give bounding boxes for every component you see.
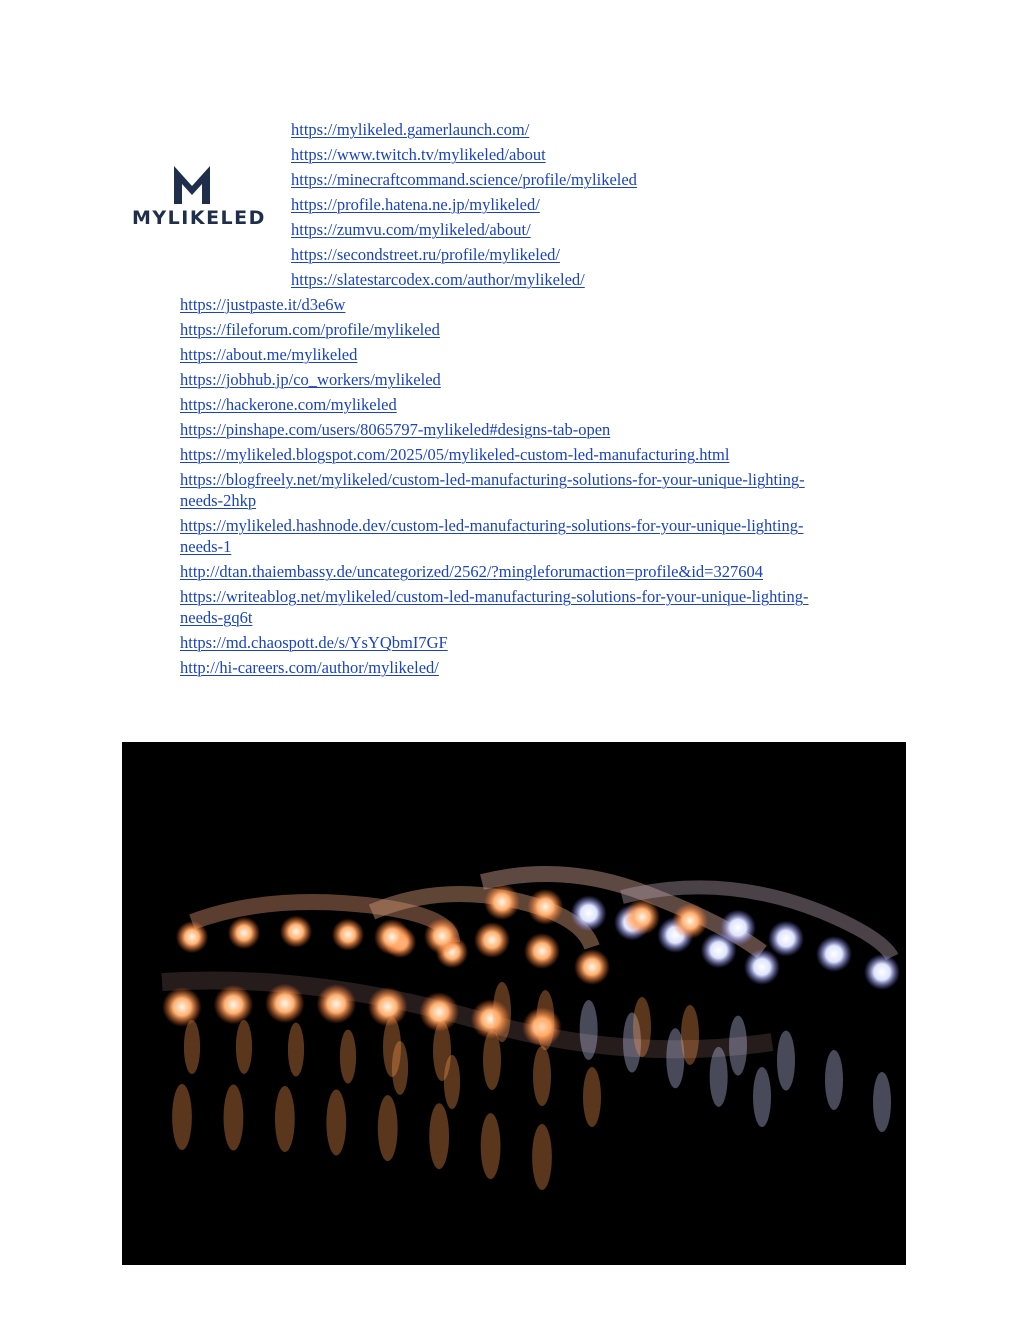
led-dot: [624, 899, 660, 935]
led-dot: [816, 936, 852, 972]
link-text: http://hi-careers.com/author/mylikeled/: [180, 658, 439, 677]
link-item[interactable]: [291, 269, 931, 290]
link-item[interactable]: [180, 369, 900, 390]
link-item[interactable]: [291, 194, 931, 215]
led-reflection: [383, 1017, 401, 1077]
led-reflection: [481, 1113, 501, 1179]
led-reflection: [433, 1021, 451, 1081]
link-item[interactable]: [291, 144, 931, 165]
led-reflection: [288, 1023, 304, 1077]
led-reflection: [873, 1072, 891, 1132]
link-item[interactable]: [180, 294, 900, 315]
led-dot: [280, 915, 312, 947]
link-item[interactable]: [291, 169, 931, 190]
link-item[interactable]: [180, 632, 900, 653]
link-text: https://mylikeled.gamerlaunch.com/: [291, 120, 530, 139]
link-text-continued: needs-2hkp: [180, 491, 257, 510]
led-reflection: [378, 1095, 398, 1161]
led-reflection: [580, 1000, 598, 1060]
led-strip-photo: [122, 742, 906, 1265]
led-dot: [672, 903, 708, 939]
link-item[interactable]: [180, 419, 900, 440]
led-dot: [214, 985, 254, 1025]
led-dot: [162, 987, 202, 1027]
link-text-continued: needs-1: [180, 537, 232, 556]
led-reflection: [172, 1084, 192, 1150]
led-reflection: [532, 1124, 552, 1190]
link-text: https://md.chaospott.de/s/YsYQbmI7GF: [180, 633, 448, 652]
link-text: https://minecraftcommand.science/profile/mylikeled: [291, 170, 637, 189]
led-dot: [424, 918, 460, 954]
led-dot: [744, 949, 780, 985]
led-reflection: [533, 1046, 551, 1106]
led-dot: [527, 889, 563, 925]
link-text: https://fileforum.com/profile/mylikeled: [180, 320, 440, 339]
led-dot: [228, 917, 260, 949]
led-dot: [524, 933, 560, 969]
led-dot: [374, 919, 410, 955]
led-dot: [864, 954, 900, 990]
led-reflection: [493, 982, 511, 1042]
led-reflection: [429, 1103, 449, 1169]
link-text: https://profile.hatena.ne.jp/mylikeled/: [291, 195, 540, 214]
led-dot: [571, 895, 607, 931]
link-item[interactable]: [291, 119, 931, 140]
link-text: https://slatestarcodex.com/author/mylikeled/: [291, 270, 585, 289]
led-reflection: [825, 1050, 843, 1110]
led-dot: [316, 984, 356, 1024]
led-dot: [768, 921, 804, 957]
brand-logo: [132, 162, 268, 234]
link-item[interactable]: [180, 469, 900, 511]
link-text: https://writeablog.net/mylikeled/custom-led-manufacturing-solutions-for-your-unique-lighting-: [180, 587, 809, 606]
main-link-list: [180, 294, 900, 682]
link-item[interactable]: [180, 319, 900, 340]
link-text-continued: needs-gq6t: [180, 608, 253, 627]
link-text: https://mylikeled.blogspot.com/2025/05/mylikeled-custom-led-manufacturing.html: [180, 445, 730, 464]
link-item[interactable]: [180, 586, 900, 628]
led-dot: [332, 918, 364, 950]
link-text: https://zumvu.com/mylikeled/about/: [291, 220, 531, 239]
led-reflection: [184, 1020, 200, 1074]
led-reflection: [753, 1067, 771, 1127]
link-text: https://hackerone.com/mylikeled: [180, 395, 397, 414]
link-text: https://justpaste.it/d3e6w: [180, 295, 346, 314]
led-reflection: [236, 1020, 252, 1074]
led-reflection: [710, 1047, 728, 1107]
link-text: http://dtan.thaiembassy.de/uncategorized/2562/?mingleforumaction=profile&id=327604: [180, 562, 763, 581]
led-reflection: [340, 1030, 356, 1084]
link-text: https://www.twitch.tv/mylikeled/about: [291, 145, 546, 164]
link-text: https://secondstreet.ru/profile/mylikeled/: [291, 245, 560, 264]
m-monogram-icon: [170, 162, 214, 206]
led-dot: [484, 884, 520, 920]
led-reflection: [536, 990, 554, 1050]
led-reflection: [275, 1086, 295, 1152]
led-dot: [265, 984, 305, 1024]
link-item[interactable]: [291, 219, 931, 240]
link-text: https://jobhub.jp/co_workers/mylikeled: [180, 370, 441, 389]
led-dot: [574, 949, 610, 985]
link-text: https://about.me/mylikeled: [180, 345, 358, 364]
link-item[interactable]: [180, 394, 900, 415]
link-text: https://blogfreely.net/mylikeled/custom-led-manufacturing-solutions-for-your-unique-lighting-: [180, 470, 805, 489]
link-item[interactable]: [291, 244, 931, 265]
link-text: https://pinshape.com/users/8065797-mylikeled#designs-tab-open: [180, 420, 611, 439]
led-reflection: [224, 1085, 244, 1151]
led-reflection: [681, 1005, 699, 1065]
link-text: https://mylikeled.hashnode.dev/custom-led-manufacturing-solutions-for-your-unique-lighting-: [180, 516, 804, 535]
link-item[interactable]: [180, 515, 900, 557]
led-reflection: [729, 1016, 747, 1076]
led-dot: [720, 910, 756, 946]
led-reflection: [583, 1067, 601, 1127]
top-link-list: [291, 119, 931, 294]
led-reflection: [633, 997, 651, 1057]
led-reflection: [326, 1089, 346, 1155]
led-strip-image: [122, 742, 906, 1265]
link-item[interactable]: [180, 561, 900, 582]
led-reflection: [777, 1031, 795, 1091]
logo-wordmark: MYLIKELED: [132, 207, 266, 229]
link-item[interactable]: [180, 657, 900, 678]
link-item[interactable]: [180, 344, 900, 365]
led-dot: [176, 921, 208, 953]
led-dot: [474, 922, 510, 958]
link-item[interactable]: [180, 444, 900, 465]
led-dot: [368, 987, 408, 1027]
